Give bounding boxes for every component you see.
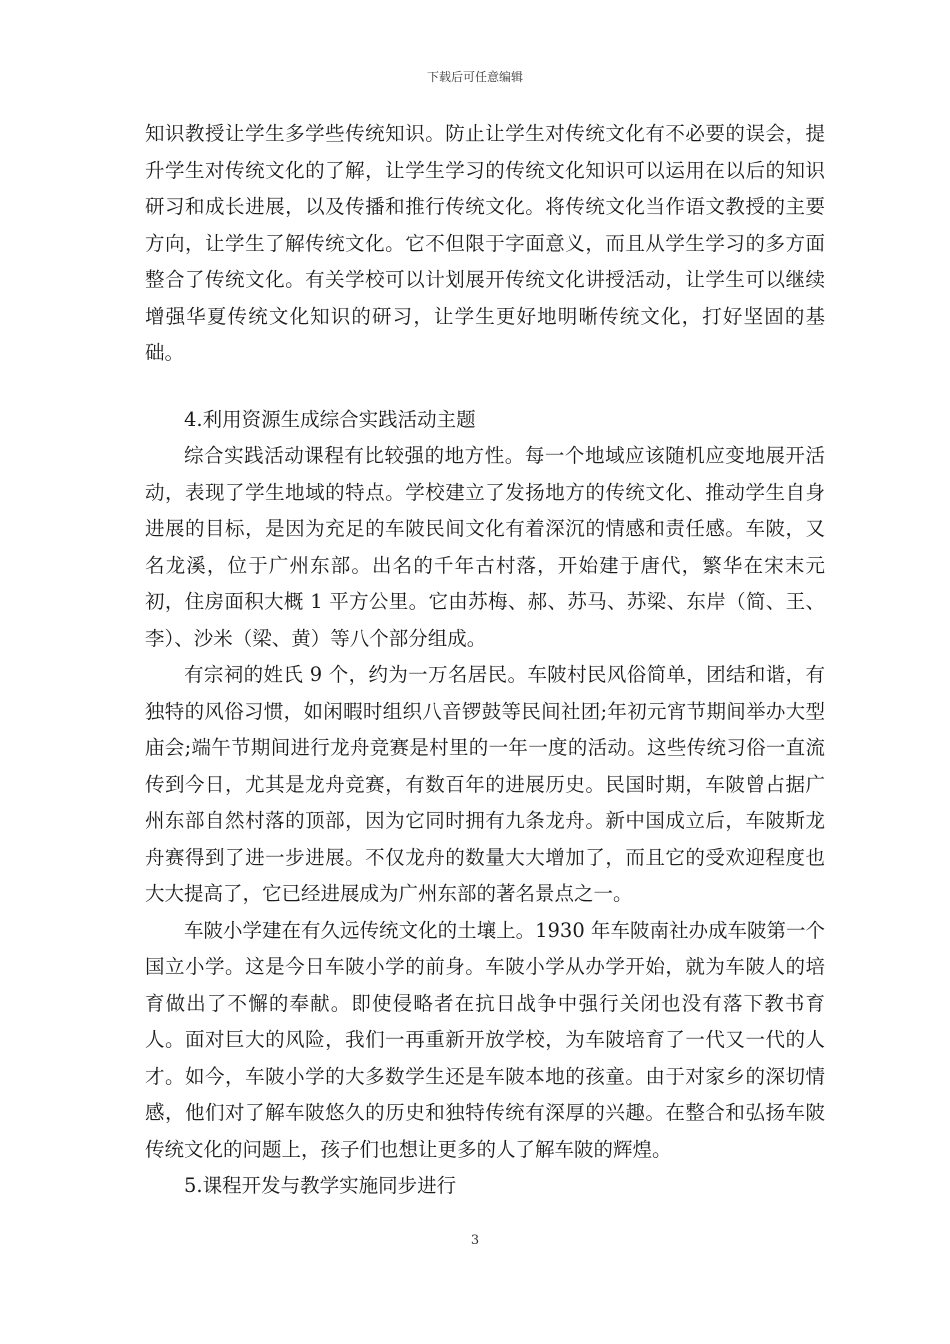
- page-header: 下载后可任意编辑: [426, 70, 523, 84]
- paragraph-spacer: [145, 372, 825, 402]
- paragraph-village-customs: 有宗祠的姓氏 9 个，约为一万名居民。车陂村民风俗简单，团结和谐，有独特的风俗习惯，如闲暇时组织八音锣鼓等民间社团;年初元宵节期间举办大型庙会;端午节期间进行龙舟竞赛是村里的一年一度的活动。这些传统习俗一直流传到今日，尤其是龙舟竞赛，有数百年的进展历史。民国时期，车陂曾占据广州东部自然村落的顶部，因为它同时拥有九条龙舟。新中国成立后，车陂斯龙舟赛得到了进一步进展。不仅龙舟的数量大大增加了，而且它的受欢迎程度也大大提高了，它已经进展成为广州东部的著名景点之一。: [145, 663, 825, 905]
- document-body: [145, 116, 825, 1205]
- page-number: 3: [470, 1233, 480, 1248]
- paragraph-traditional-culture-teaching: 知识教授让学生多学些传统知识。防止让学生对传统文化有不必要的误会，提升学生对传统文化的了解，让学生学习的传统文化知识可以运用在以后的知识研习和成长进展，以及传播和推行传统文化。将传统文化当作语文教授的主要方向，让学生了解传统文化。它不但限于字面意义，而且从学生学习的多方面整合了传统文化。有关学校可以计划展开传统文化讲授活动，让学生可以继续增强华夏传统文化知识的研习，让学生更好地明晰传统文化，打好坚固的基础。: [145, 122, 825, 364]
- section-heading-4: 4.利用资源生成综合实践活动主题: [184, 407, 476, 431]
- paragraph-practice-activities: 综合实践活动课程有比较强的地方性。每一个地域应该随机应变地展开活动，表现了学生地域的特点。学校建立了发扬地方的传统文化、推动学生自身进展的目标，是因为充足的车陂民间文化有着深沉的情感和责任感。车陂，又名龙溪，位于广州东部。出名的千年古村落，开始建于唐代，繁华在宋末元初，住房面积大概 1 平方公里。它由苏梅、郝、苏马、苏梁、东岸（简、王、李）、沙米（梁、黄）等八个部分组成。: [145, 444, 825, 650]
- section-heading-5: 5.课程开发与教学实施同步进行: [184, 1174, 457, 1197]
- paragraph-school-history: 车陂小学建在有久远传统文化的土壤上。1930 年车陂南社办成车陂第一个国立小学。这是今日车陂小学的前身。车陂小学从办学开始，就为车陂人的培育做出了不懈的奉献。即使侵略者在抗日战争中强行关闭也没有落下教书育人。面对巨大的风险，我们一再重新开放学校，为车陂培育了一代又一代的人才。如今，车陂小学的大多数学生还是车陂本地的孩童。由于对家乡的深切情感，他们对了解车陂悠久的历史和独特传统有深厚的兴趣。在整合和弘扬车陂传统文化的问题上，孩子们也想让更多的人了解车陂的辉煌。: [145, 918, 825, 1161]
